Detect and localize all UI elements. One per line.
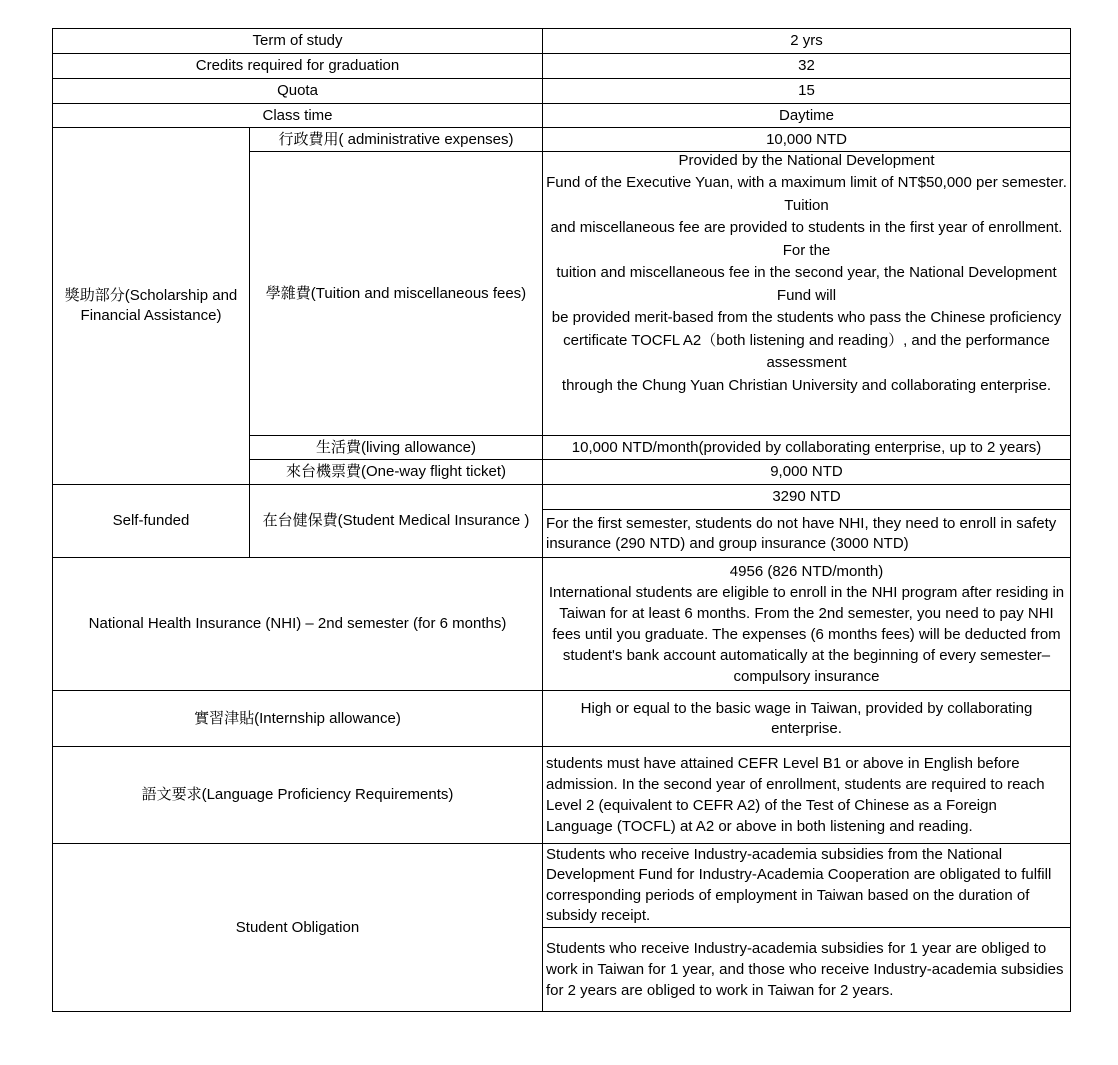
table-row <box>53 54 1071 79</box>
nhi-text: International students are eligible to enroll in the NHI program after residing in Taiwan for at least 6 months. From the 2nd semester, you need to pay NHI fees until you graduate. The expenses (6 months fees) will be deducted from student's bank account automatically at the beginning of every semester–compulsory insurance <box>548 583 1065 685</box>
term-value: 2 yrs <box>543 29 1071 54</box>
credits-value: 32 <box>543 54 1071 79</box>
tuition-line: Provided by the National Development <box>678 151 935 169</box>
term-label: Term of study <box>53 29 543 54</box>
nhi-value <box>543 558 1071 691</box>
flight-ticket-value: 9,000 NTD <box>543 460 1071 485</box>
obligation-label: Student Obligation <box>53 844 543 1012</box>
tuition-line: and miscellaneous fee are provided to students in the first year of enrollment. For the <box>550 219 1063 259</box>
class-time-value: Daytime <box>543 104 1071 128</box>
obligation-value-1: Students who receive Industry-academia subsidies from the National Development Fund for Industry-Academia Cooperation are obligated to fulfill corresponding periods of employment in Taiwan based on the duration of subsidy receipt. <box>543 844 1071 928</box>
table-row <box>53 128 1071 152</box>
self-funded-label: Self-funded <box>53 485 250 558</box>
tuition-value <box>543 152 1071 436</box>
quota-value: 15 <box>543 79 1071 104</box>
internship-label: 實習津貼(Internship allowance) <box>53 691 543 747</box>
language-label: 語文要求(Language Proficiency Requirements) <box>53 747 543 844</box>
table-row <box>53 558 1071 691</box>
medical-insurance-note: For the first semester, students do not have NHI, they need to enroll in safety insurance (290 NTD) and group insurance (3000 NTD) <box>543 510 1071 558</box>
language-value: students must have attained CEFR Level B1 or above in English before admission. In the second year of enrollment, students are required to reach Level 2 (equivalent to CEFR A2) of the Test of Chinese as a Foreign Language (TOCFL) at A2 or above in both listening and reading. <box>543 747 1071 844</box>
nhi-amount: 4956 (826 NTD/month) <box>729 562 884 580</box>
scholarship-group-label: 獎助部分(Scholarship and Financial Assistance) <box>53 128 250 485</box>
tuition-label: 學雜費(Tuition and miscellaneous fees) <box>250 152 543 436</box>
obligation-value-2: Students who receive Industry-academia subsidies for 1 year are obliged to work in Taiwan for 1 year, and those who receive Industry-academia subsidies for 2 years are obliged to work in Taiwan for 2 years. <box>543 928 1071 1012</box>
tuition-line: tuition and miscellaneous fee in the second year, the National Development Fund will <box>556 264 1057 304</box>
internship-value: High or equal to the basic wage in Taiwan, provided by collaborating enterprise. <box>543 691 1071 747</box>
table-row <box>53 691 1071 747</box>
tuition-line: be provided merit-based from the students who pass the Chinese proficiency <box>551 309 1062 326</box>
flight-ticket-label: 來台機票費(One-way flight ticket) <box>250 460 543 485</box>
table-row <box>53 485 1071 510</box>
credits-label: Credits required for graduation <box>53 54 543 79</box>
living-allowance-label: 生活費(living allowance) <box>250 436 543 460</box>
nhi-label: National Health Insurance (NHI) – 2nd semester (for 6 months) <box>53 558 543 691</box>
table-row <box>53 747 1071 844</box>
admin-expenses-value: 10,000 NTD <box>543 128 1071 152</box>
program-info-table <box>52 28 1071 1012</box>
quota-label: Quota <box>53 79 543 104</box>
tuition-line: certificate TOCFL A2（both listening and reading）, and the performance assessment <box>563 331 1050 371</box>
table-row <box>53 104 1071 128</box>
tuition-line: Fund of the Executive Yuan, with a maximum limit of NT$50,000 per semester. Tuition <box>546 174 1067 214</box>
table-row <box>53 844 1071 928</box>
medical-insurance-value: 3290 NTD <box>543 485 1071 510</box>
medical-insurance-label: 在台健保費(Student Medical Insurance ) <box>250 485 543 558</box>
table-row <box>53 29 1071 54</box>
living-allowance-value: 10,000 NTD/month(provided by collaborating enterprise, up to 2 years) <box>543 436 1071 460</box>
tuition-line: through the Chung Yuan Christian University and collaborating enterprise. <box>561 376 1052 394</box>
admin-expenses-label: 行政費用( administrative expenses) <box>250 128 543 152</box>
table-row <box>53 79 1071 104</box>
class-time-label: Class time <box>53 104 543 128</box>
